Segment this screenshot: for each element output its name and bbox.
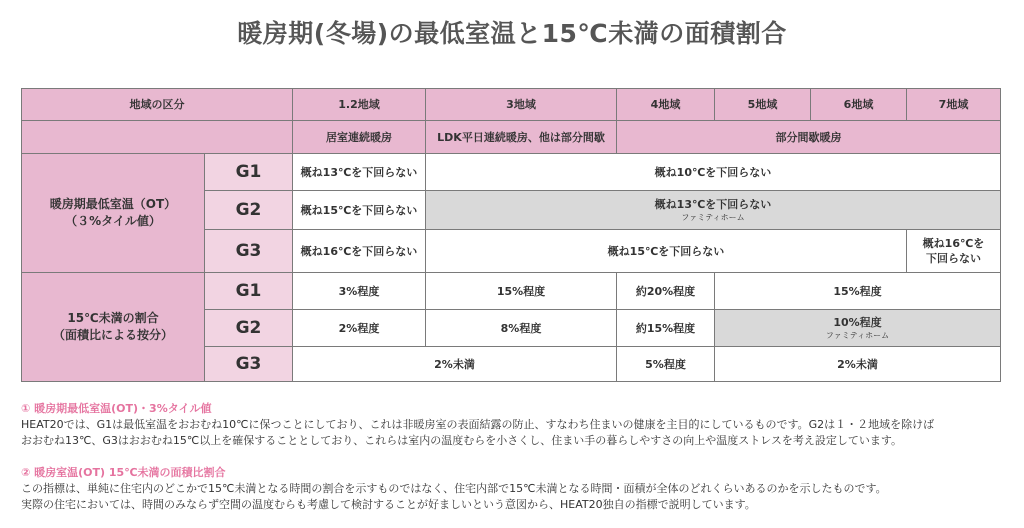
- ratio-g2-region3: 8%程度: [426, 310, 617, 347]
- ot-g3-region7: [907, 230, 1001, 273]
- note-ot-line2: おおむね13℃、G3はおおむね15℃以上を確保することとしており、これらは室内の温度むらを小さくし、住まい手の暮らしやすさの向上や温度ストレスを考え設定しています。: [21, 434, 903, 447]
- section-ot-label: [22, 154, 205, 273]
- heating-label-empty: [22, 121, 293, 154]
- standards-table: [21, 88, 1001, 382]
- section-ot-title: 暖房期最低室温（OT）: [49, 197, 177, 211]
- region-5: 5地域: [715, 89, 811, 121]
- ot-g3-region7-line1: 概ね16℃を: [922, 237, 985, 250]
- section-ot-subtitle: （３%タイル値）: [65, 214, 161, 228]
- ratio-g3-region1-3: 2%未満: [293, 347, 617, 382]
- ratio-g2-region12: 2%程度: [293, 310, 426, 347]
- section-ratio-title: 15℃未満の割合: [67, 311, 159, 325]
- ot-g2-region12: 概ね15℃を下回らない: [293, 191, 426, 230]
- note-ot-heading: ① 暖房期最低室温(OT)・3%タイル値: [21, 402, 212, 415]
- grade-g1: G1: [205, 273, 293, 310]
- ratio-g1-region5-7: 15%程度: [715, 273, 1001, 310]
- ratio-g2-region4: 約15%程度: [617, 310, 715, 347]
- ratio-g2-note: ファミティホーム: [825, 331, 890, 340]
- ratio-g1-region3: 15%程度: [426, 273, 617, 310]
- region-6: 6地域: [811, 89, 907, 121]
- section-ratio-subtitle: （面積比による按分）: [52, 328, 173, 342]
- ratio-g2-region5-7: [715, 310, 1001, 347]
- ot-g3-middle: 概ね15℃を下回らない: [426, 230, 907, 273]
- grade-g1: G1: [205, 154, 293, 191]
- region-header: 地域の区分: [22, 89, 293, 121]
- heating-partial: 部分間歇暖房: [617, 121, 1001, 154]
- region-4: 4地域: [617, 89, 715, 121]
- ot-g1-others: 概ね10℃を下回らない: [426, 154, 1001, 191]
- grade-g2: G2: [205, 191, 293, 230]
- ot-g2-others: [426, 191, 1001, 230]
- ratio-g1-region12: 3%程度: [293, 273, 426, 310]
- ratio-g3-region5-7: 2%未満: [715, 347, 1001, 382]
- note-ratio-heading: ② 暖房室温(OT) 15℃未満の面積比割合: [21, 466, 226, 479]
- note-ot-line1: HEAT20では、G1は最低室温をおおむね10℃に保つことにしており、これは非暖房室の表面結露の防止、すなわち住まいの健康を主目的にしているものです。G2は１・２地域を除けば: [21, 418, 935, 431]
- region-1-2: 1.2地域: [293, 89, 426, 121]
- ot-g2-value: 概ね13℃を下回らない: [654, 198, 772, 211]
- note-ratio: [21, 465, 1011, 513]
- region-7: 7地域: [907, 89, 1001, 121]
- ot-g3-region7-line2: 下回らない: [926, 252, 981, 265]
- ratio-g3-region4: 5%程度: [617, 347, 715, 382]
- ot-g2-note: ファミティホーム: [681, 213, 745, 222]
- page-title: 暖房期(冬場)の最低室温と15℃未満の面積割合: [237, 19, 787, 48]
- note-ratio-line1: この指標は、単純に住宅内のどこかで15℃未満となる時間の割合を示すものではなく、住宅内部で15℃未満となる時間・面積が全体のどれくらいあるのかを示したものです。: [21, 482, 887, 495]
- ot-g1-region12: 概ね13℃を下回らない: [293, 154, 426, 191]
- heating-continuous: 居室連続暖房: [293, 121, 426, 154]
- heating-ldk: LDK平日連続暖房、他は部分間歇: [426, 121, 617, 154]
- ratio-g2-value: 10%程度: [833, 316, 882, 329]
- ratio-g1-region4: 約20%程度: [617, 273, 715, 310]
- note-ot: [21, 401, 1011, 449]
- region-3: 3地域: [426, 89, 617, 121]
- grade-g3: G3: [205, 230, 293, 273]
- grade-g2: G2: [205, 310, 293, 347]
- grade-g3: G3: [205, 347, 293, 382]
- ot-g3-region12: 概ね16℃を下回らない: [293, 230, 426, 273]
- section-ratio-label: [22, 273, 205, 382]
- note-ratio-line2: 実際の住宅においては、時間のみならず空間の温度むらも考慮して検討することが好ましいという意図から、HEAT20独自の指標で説明しています。: [21, 498, 756, 511]
